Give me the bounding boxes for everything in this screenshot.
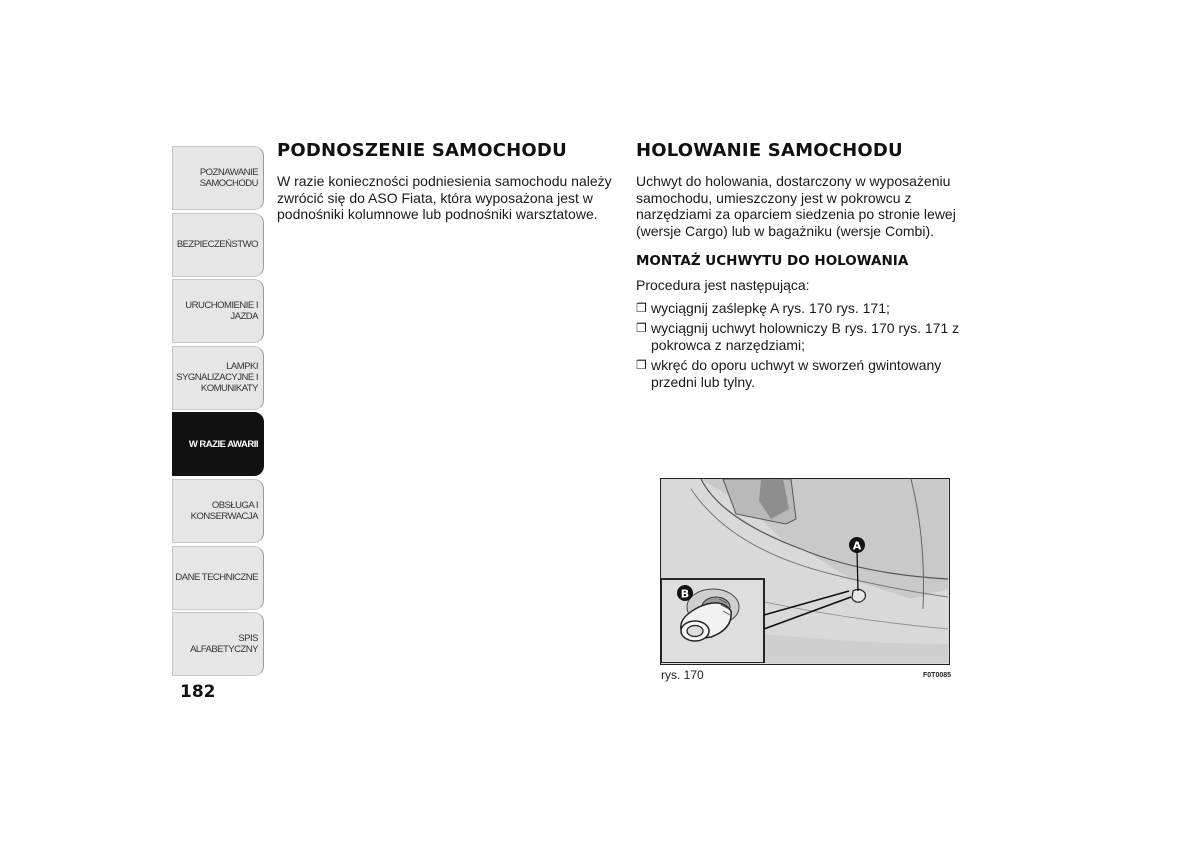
figure-caption: rys. 170 [661,668,704,682]
page-number: 182 [180,682,216,702]
tab-poznawanie-samochodu[interactable] [172,146,264,210]
checkbox-bullet-icon: ❒ [636,358,647,372]
tab-label: DANE TECHNICZNE [175,572,258,584]
checkbox-bullet-icon: ❒ [636,300,647,315]
tab-bezpieczenstwo[interactable] [172,213,264,277]
procedure-intro: Procedura jest następująca: [636,277,810,293]
tab-label: URUCHOMIENIE I JAZDA [185,300,258,323]
tab-label: OBSŁUGA I KONSERWACJA [190,499,258,522]
svg-text:A: A [852,539,862,553]
section-body: Uchwyt do holowania, dostarczony w wyposażeniu samochodu, umieszczony jest w pokrowcu z narzędziami za oparciem siedzenia po stronie lewej (wersje Cargo) lub w bagażniku (wersje Combi). [636,173,956,239]
section-title: PODNOSZENIE SAMOCHODU [277,140,567,161]
tab-label: BEZPIECZEŃSTWO [176,239,258,251]
tab-lampki-sygnalizacyjne[interactable] [172,346,264,410]
list-item: ❒ wyciągnij zaślepkę A rys. 170 rys. 171; [636,299,890,316]
list-item: ❒ wkręć do oporu uchwyt w sworzeń gwintowany przedni lub tylny. [636,357,942,390]
checkbox-bullet-icon: ❒ [636,321,647,335]
tab-dane-techniczne[interactable] [172,546,264,610]
figure-code: F0T0085 [923,672,952,679]
section-lifting [277,140,617,223]
tab-spis-alfabetyczny[interactable] [172,612,264,676]
tow-hook-illustration [661,479,948,663]
procedure-steps [636,300,981,391]
tab-obsluga-i-konserwacja[interactable] [172,479,264,543]
tab-label: LAMPKI SYGNALIZACYJNE I KOMUNIKATY [176,361,258,395]
tab-label: W RAZIE AWARII [188,438,258,450]
tab-label: SPIS ALFABETYCZNY [190,633,258,656]
tab-uruchomienie-i-jazda[interactable] [172,279,264,343]
list-item: ❒ wyciągnij uchwyt holowniczy B rys. 170 rys. 171 z pokrowca z narzędziami; [636,320,960,353]
chapter-tabs [172,146,264,679]
tab-label: POZNAWANIE SAMOCHODU [199,167,258,189]
subsection-title: MONTAŻ UCHWYTU DO HOLOWANIA [636,253,909,269]
section-towing [636,140,981,394]
svg-text:B: B [680,587,690,601]
section-body: W razie konieczności podniesienia samochodu należy zwrócić się do ASO Fiata, która wyposażona jest w podnośniki kolumnowe lub podnośniki warsztatowe. [277,173,612,222]
figure-tow-hook [660,478,950,665]
tab-w-razie-awarii[interactable] [172,412,264,476]
section-title: HOLOWANIE SAMOCHODU [636,140,903,161]
